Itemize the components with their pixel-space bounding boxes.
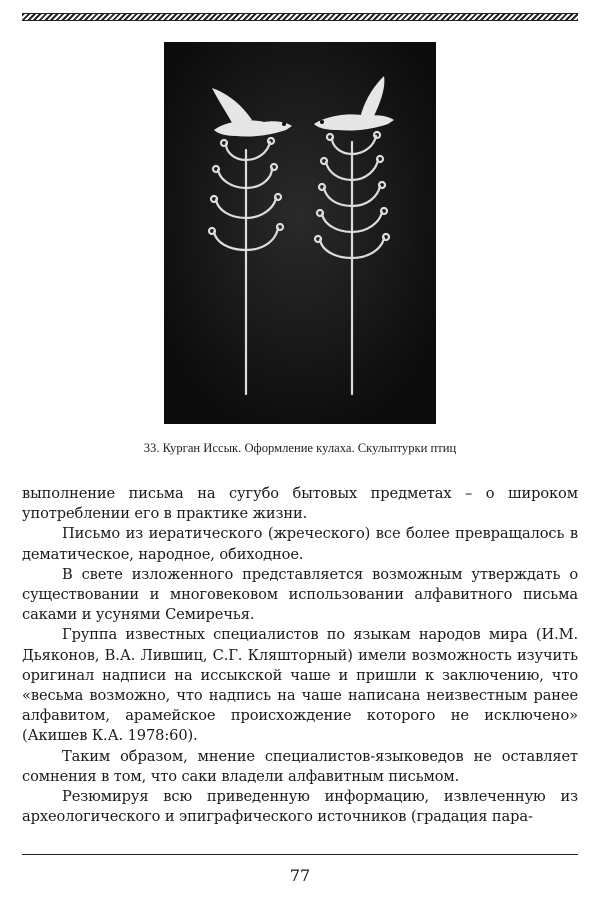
figure-photo <box>164 42 436 424</box>
figure-caption: 33. Курган Иссык. Оформление кулаха. Скульптурки птиц <box>143 441 457 455</box>
paragraph: Письмо из иератического (жреческого) все более превращалось в дематическое, народное, обиходное. <box>22 525 578 563</box>
paragraph: выполнение письма на сугубо бытовых предметах – о широком употреблении его в практике жизни. <box>22 485 578 523</box>
page-number: 77 <box>289 866 311 885</box>
paragraph: Группа известных специалистов по языкам народов мира (И.М. Дьяконов, В.А. Лившиц, С.Г. Кляшторный) имели возможность изучить оригинал надписи на иссыкской чаше и пришли к заключению, что «весьма возможно, что надпись на чаше написана неизвестным ранее алфавитом, арамейское происхождение которого не исключено» (Акишев К.А. 1978:60). <box>22 626 578 745</box>
paragraph: Таким образом, мнение специалистов-языковедов не оставляет сомнения в том, что саки владели алфавитным письмом. <box>22 747 578 785</box>
paragraph: Резюмируя всю приведенную информацию, извлеченную из археологического и эпиграфического источников (градация пара- <box>22 788 578 826</box>
footer-rule <box>22 854 578 855</box>
body-text <box>22 484 578 827</box>
bird-sculptures-image <box>164 42 436 424</box>
top-ornament-border <box>22 13 578 21</box>
paragraph: В свете изложенного представляется возможным утверждать о существовании и многовековом использовании алфавитного письма саками и усунями Семиречья. <box>22 565 578 624</box>
